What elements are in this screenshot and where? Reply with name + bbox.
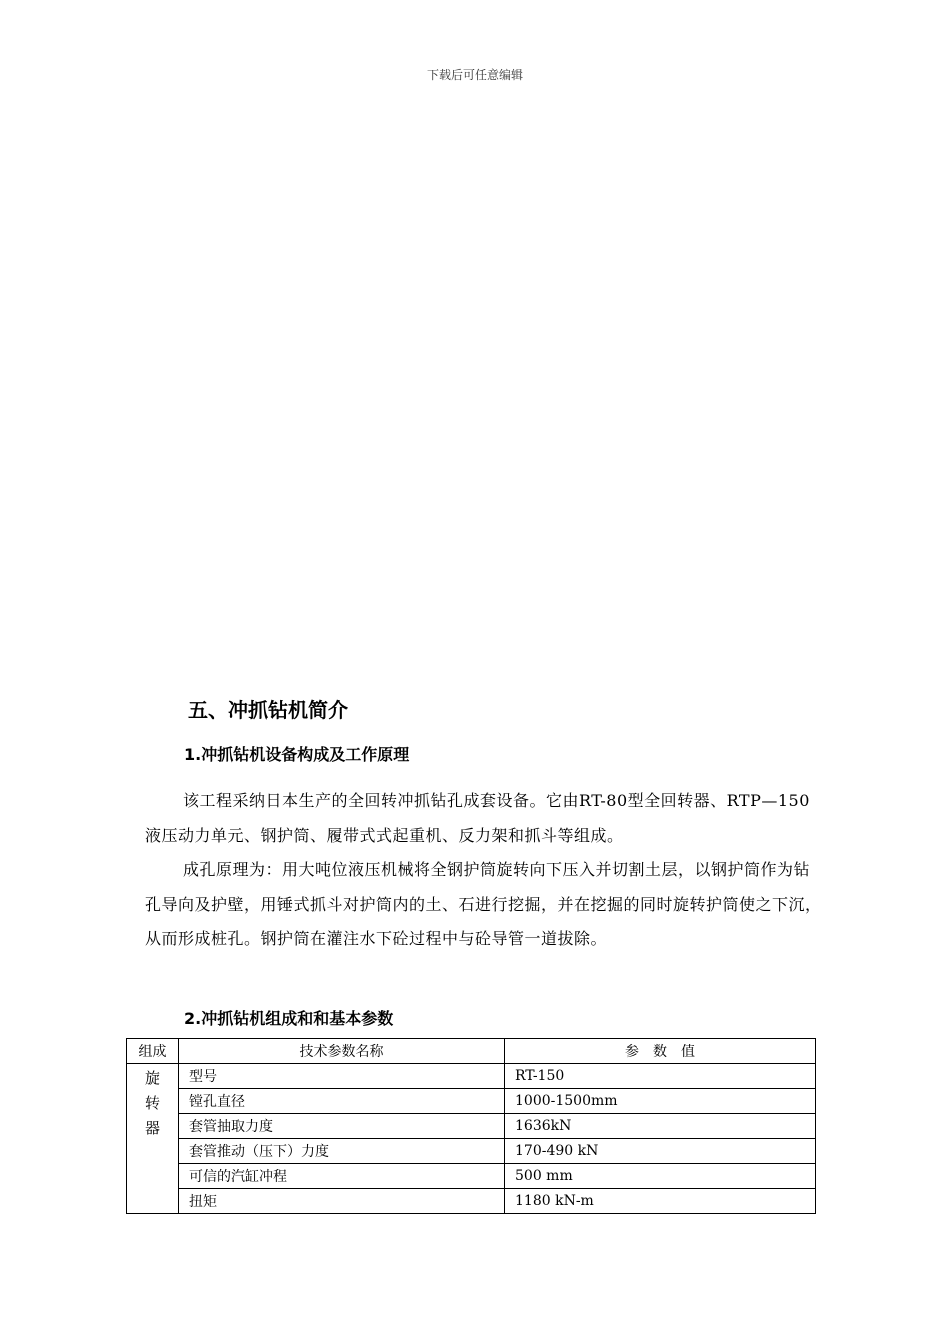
page-header-note: 下载后可任意编辑 xyxy=(426,68,523,82)
param-name: 套管推动（压下）力度 xyxy=(179,1139,505,1164)
subsection-title-2: 2.冲抓钻机组成和和基本参数 xyxy=(184,1009,394,1028)
param-name: 套管抽取力度 xyxy=(179,1114,505,1139)
header-group: 组成 xyxy=(127,1039,179,1064)
param-value: 1636kN xyxy=(505,1114,816,1139)
section-title: 五、冲抓钻机简介 xyxy=(188,698,348,722)
table-row xyxy=(127,1089,816,1114)
table-row xyxy=(127,1139,816,1164)
param-name: 扭矩 xyxy=(179,1189,505,1214)
table-row xyxy=(127,1114,816,1139)
table-row xyxy=(127,1164,816,1189)
paragraph-equipment: 该工程采纳日本生产的全回转冲抓钻孔成套设备。它由RT-80型全回转器、RTP—150液压动力单元、钢护筒、履带式式起重机、反力架和抓斗等组成。 xyxy=(145,791,810,845)
param-name: 镗孔直径 xyxy=(179,1089,505,1114)
subsection-title-1: 1.冲抓钻机设备构成及工作原理 xyxy=(184,745,410,764)
param-value: 500 mm xyxy=(505,1164,816,1189)
header-param-name: 技术参数名称 xyxy=(179,1039,505,1064)
param-name: 可信的汽缸冲程 xyxy=(179,1164,505,1189)
header-param-value: 参 数 值 xyxy=(505,1039,816,1064)
param-name: 型号 xyxy=(179,1064,505,1089)
table-row xyxy=(127,1189,816,1214)
group-cell xyxy=(127,1064,179,1214)
param-value: 1180 kN-m xyxy=(505,1189,816,1214)
group-label: 旋转器 xyxy=(144,1069,160,1137)
param-value: 1000-1500mm xyxy=(505,1089,816,1114)
param-value: RT-150 xyxy=(505,1064,816,1089)
param-value: 170-490 kN xyxy=(505,1139,816,1164)
table-header-row xyxy=(127,1039,816,1064)
paragraph-principle: 成孔原理为：用大吨位液压机械将全钢护筒旋转向下压入并切割土层，以钢护筒作为钻孔导向及护壁，用锤式抓斗对护筒内的土、石进行挖掘，并在挖掘的同时旋转护筒使之下沉，从而形成桩孔。钢护筒在灌注水下砼过程中与砼导管一道拔除。 xyxy=(145,860,822,948)
parameters-table xyxy=(126,1038,816,1214)
table-row xyxy=(127,1064,816,1089)
